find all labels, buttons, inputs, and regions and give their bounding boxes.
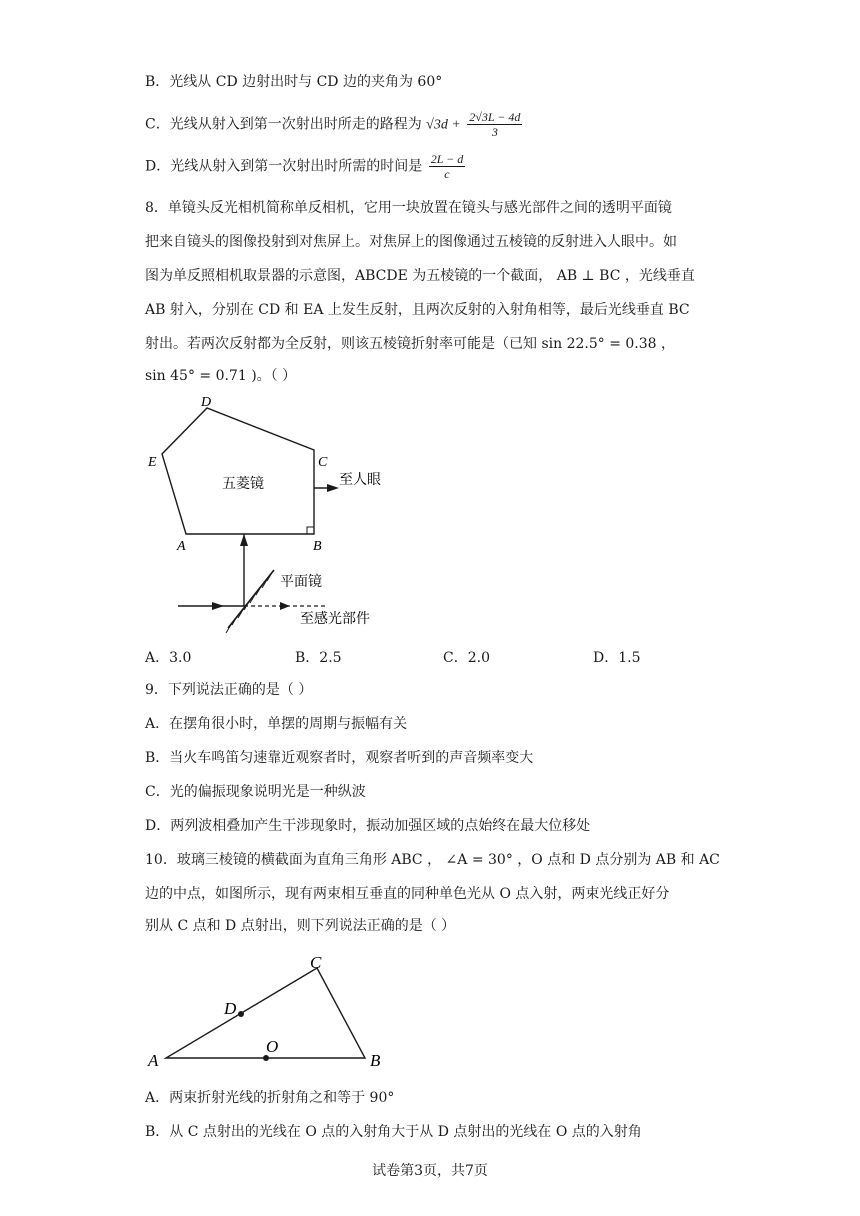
label-b: B (313, 539, 322, 554)
ray-incoming-arrowhead (212, 602, 224, 610)
q9-option-a: A．在摆角很小时，单摆的周期与振幅有关 (145, 716, 408, 732)
fraction-numerator: 2√3L − 4d (469, 110, 521, 124)
ray-to-sensor-arrowhead (280, 602, 290, 610)
label-to-eye: 至人眼 (339, 473, 381, 488)
q7-option-d (145, 152, 467, 181)
label-c: C (318, 455, 328, 470)
pentaprism-shape (162, 408, 314, 534)
label-o: O (266, 1037, 279, 1056)
label-d: D (224, 999, 237, 1018)
q9-option-d: D．两列波相叠加产生干涉现象时，振动加强区域的点始终在最大位移处 (145, 818, 591, 834)
q7-option-d-text: D．光线从射入到第一次射出时所需的时间是 (145, 158, 423, 175)
q8-option-b: B．2.5 (295, 650, 342, 666)
label-a: A (148, 1051, 159, 1070)
q8-stem-line-6: sin 45° = 0.71 )。（ ） (145, 368, 297, 384)
q7-option-c-text: C．光线从射入到第一次射出时所走的路程为 (145, 116, 422, 133)
q10-stem-line-3: 别从 C 点和 D 点射出，则下列说法正确的是（ ） (145, 918, 456, 934)
q10-stem-line-2: 边的中点，如图所示，现有两束相互垂直的同种单色光从 O 点入射，两束光线正好分 (145, 886, 670, 902)
q7-option-c-term: √3d + (426, 117, 461, 133)
q7-option-c (145, 110, 524, 139)
fraction-denominator: 3 (491, 125, 498, 139)
q10-stem-line-1: 10．玻璃三棱镜的横截面为直角三角形 ABC ， ∠A = 30° ，O 点和 D 点分别为 AB 和 AC (145, 852, 720, 868)
pentaprism-figure (140, 390, 400, 640)
q7-option-b: B．光线从 CD 边射出时与 CD 边的夹角为 60° (145, 74, 443, 90)
q10-option-b: B．从 C 点射出的光线在 O 点的入射角大于从 D 点射出的光线在 O 点的入射角 (145, 1124, 642, 1140)
point-d (238, 1011, 244, 1017)
triangle-figure (140, 948, 400, 1073)
label-c: C (310, 953, 322, 972)
q8-stem-line-2: 把来自镜头的图像投射到对焦屏上。对焦屏上的图像通过五棱镜的反射进入人眼中。如 (145, 234, 677, 250)
q8-stem-line-3: 图为单反照相机取景器的示意图，ABCDE 为五棱镜的一个截面， AB ⊥ BC ，光线垂直 (145, 268, 695, 284)
label-a: A (177, 539, 186, 554)
label-b: B (370, 1051, 381, 1070)
q7-option-d-fraction (429, 152, 466, 181)
q8-stem-line-1: 8．单镜头反光相机简称单反相机，它用一块放置在镜头与感光部件之间的透明平面镜 (145, 200, 672, 216)
q9-option-c: C．光的偏振现象说明光是一种纵波 (145, 784, 366, 800)
q9-option-b: B．当火车鸣笛匀速靠近观察者时，观察者听到的声音频率变大 (145, 750, 534, 766)
label-to-sensor: 至感光部件 (300, 612, 370, 627)
label-d: D (201, 395, 212, 410)
right-angle-marker (307, 527, 314, 534)
q8-stem-line-5: 射出。若两次反射都为全反射，则该五棱镜折射率可能是（已知 sin 22.5° = 0.38 ， (145, 336, 676, 352)
label-e: E (148, 455, 157, 470)
q7-option-c-fraction (467, 110, 522, 139)
q10-option-a: A．两束折射光线的折射角之和等于 90° (145, 1090, 395, 1106)
q8-option-a: A．3.0 (145, 650, 192, 666)
q8-option-c: C．2.0 (443, 650, 490, 666)
page-footer: 试卷第3页，共7页 (372, 1163, 488, 1179)
ray-arrowhead-right (327, 484, 339, 492)
q8-stem-line-4: AB 射入，分别在 CD 和 EA 上发生反射，且两次反射的入射角相等，最后光线垂直 BC (145, 302, 690, 318)
fraction-denominator: c (444, 167, 450, 181)
ray-arrowhead-up (240, 534, 248, 546)
label-mirror: 平面镜 (280, 575, 322, 590)
fraction-numerator: 2L − d (430, 152, 464, 166)
q9-stem: 9．下列说法正确的是（ ） (145, 682, 313, 698)
label-prism: 五菱镜 (222, 477, 264, 492)
q8-option-d: D．1.5 (593, 650, 641, 666)
